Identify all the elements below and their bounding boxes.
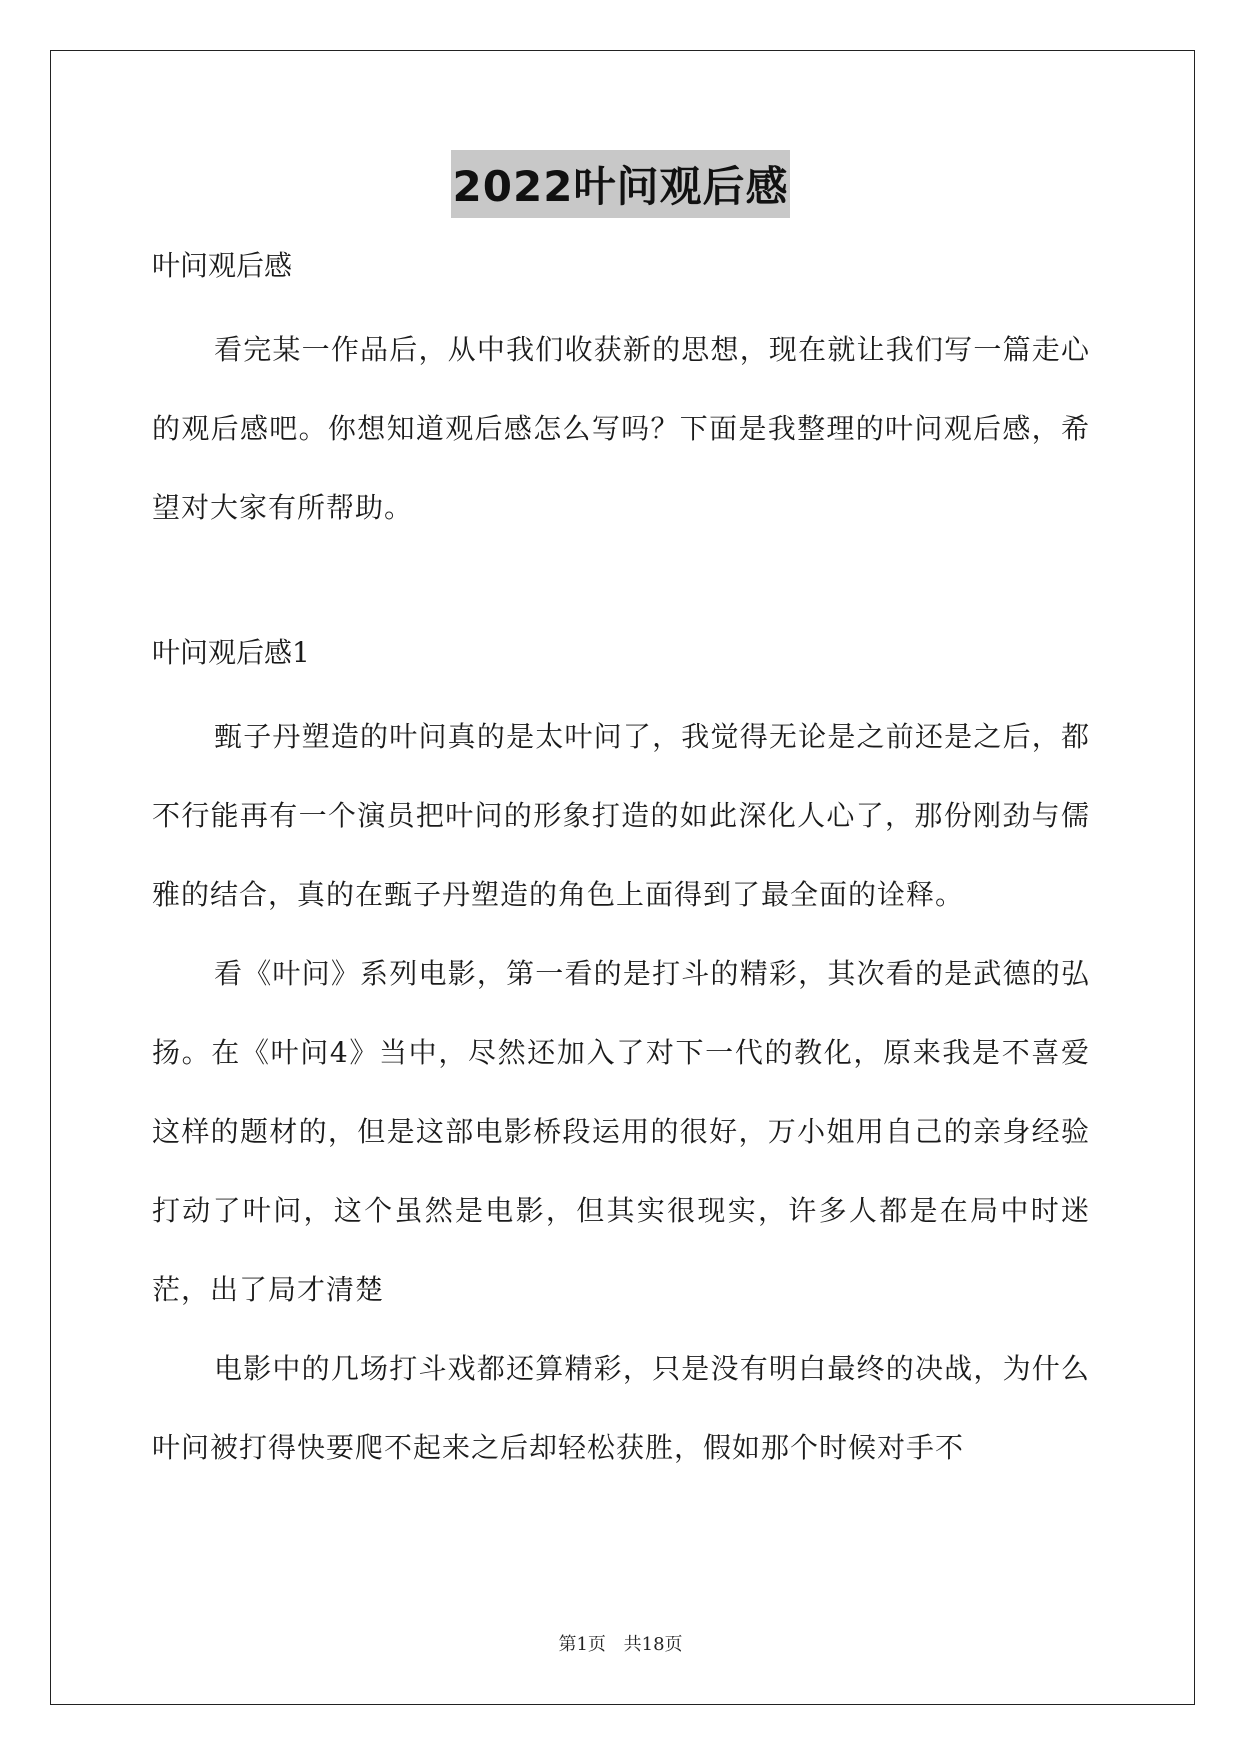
page-title: 2022叶问观后感 bbox=[451, 150, 791, 218]
intro-heading: 叶问观后感 bbox=[152, 249, 293, 282]
spacer bbox=[152, 681, 1090, 697]
body-paragraph: 甄子丹塑造的叶问真的是太叶问了，我觉得无论是之前还是之后，都不行能再有一个演员把叶问的形象打造的如此深化人心了，那份刚劲与儒雅的结合，真的在甄子丹塑造的角色上面得到了最全面的诠释。 bbox=[152, 720, 1090, 911]
page-total: 共18页 bbox=[623, 1634, 683, 1655]
spacer bbox=[152, 294, 1090, 310]
body-paragraph: 看《叶问》系列电影，第一看的是打斗的精彩，其次看的是武德的弘扬。在《叶问4》当中，尽然还加入了对下一代的教化，原来我是不喜爱这样的题材的，但是这部电影桥段运用的很好，万小姐用自己的亲身经验打动了叶问，这个虽然是电影，但其实很现实，许多人都是在局中时迷茫，出了局才清楚 bbox=[152, 957, 1090, 1306]
intro-paragraph: 看完某一作品后，从中我们收获新的思想，现在就让我们写一篇走心的观后感吧。你想知道观后感怎么写吗？下面是我整理的叶问观后感，希望对大家有所帮助。 bbox=[152, 333, 1090, 524]
body-paragraph: 电影中的几场打斗戏都还算精彩，只是没有明白最终的决战，为什么叶问被打得快要爬不起来之后却轻松获胜，假如那个时候对手不 bbox=[152, 1352, 1090, 1464]
title-container bbox=[0, 150, 1241, 218]
spacer bbox=[152, 547, 1090, 625]
page-footer bbox=[0, 1630, 1241, 1656]
section-heading: 叶问观后感1 bbox=[152, 636, 310, 669]
document-body bbox=[152, 238, 1090, 1487]
page-number: 第1页 bbox=[558, 1634, 606, 1655]
